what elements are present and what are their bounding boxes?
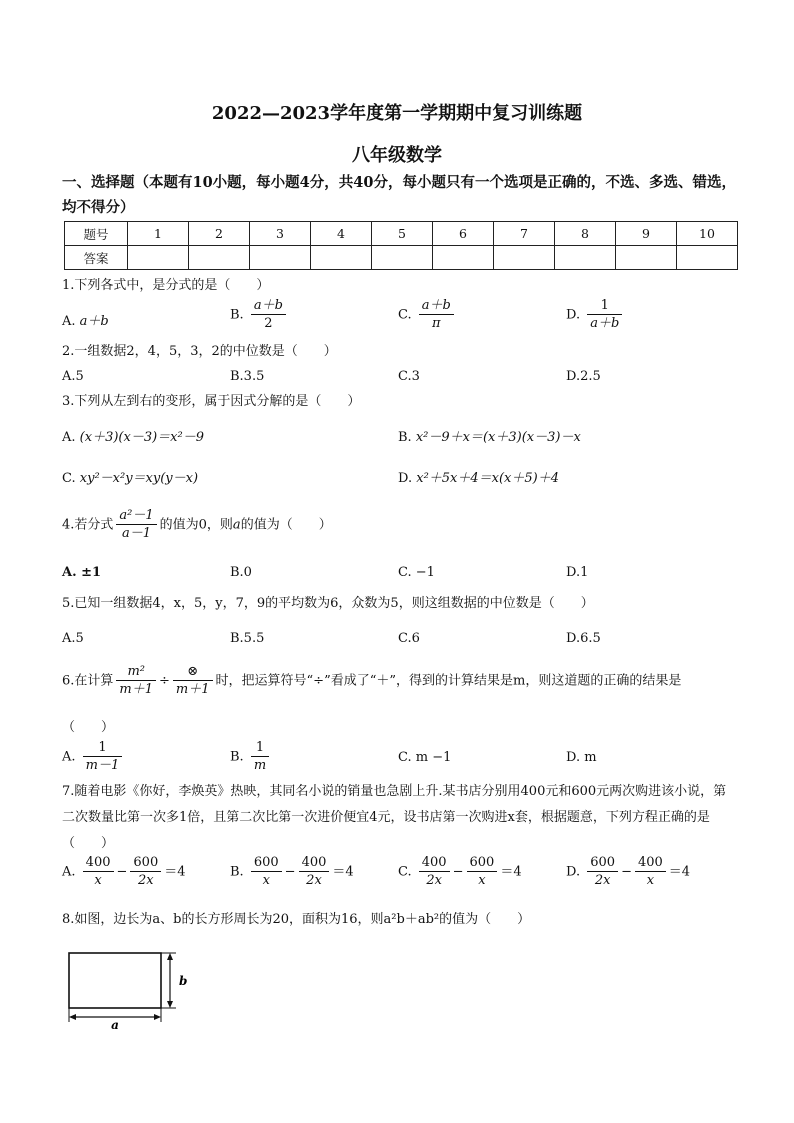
option-expr: a＋b (79, 314, 109, 329)
stem-text: 的值为（ ） (240, 517, 332, 533)
denominator: x (467, 871, 498, 889)
fraction (116, 508, 156, 542)
q6-option-a[interactable] (62, 740, 125, 774)
arrow-head (69, 1014, 76, 1020)
q4-option-c[interactable]: C. −1 (398, 565, 435, 580)
numerator: 1 (255, 740, 265, 755)
table-cell: 3 (250, 222, 311, 246)
section-heading: 一、选择题（本题有10小题，每小题4分，共40分，每小题只有一个选项是正确的，不选、多选、错选，均不得分） (62, 174, 736, 216)
equation-rhs: ＝4 (500, 864, 522, 880)
label-b: b (179, 974, 188, 988)
denominator: 2x (587, 871, 618, 889)
table-row (65, 222, 738, 246)
question-4-stem (62, 508, 332, 542)
fraction (251, 298, 286, 332)
q2-option-c[interactable]: C.3 (398, 369, 420, 384)
q7-option-c[interactable]: C. $\frac{400}{2x}$ − $\frac{600}{x}$ ＝4 (398, 855, 522, 888)
q2-option-b[interactable]: B.3.5 (230, 369, 265, 384)
q1-option-b[interactable] (230, 298, 289, 332)
option-label: A. (62, 314, 76, 329)
q1-option-a[interactable] (62, 310, 109, 329)
rectangle-figure (64, 950, 194, 1030)
numerator: ⊗ (187, 664, 199, 679)
denominator: 2x (419, 871, 450, 889)
denominator: x (251, 871, 282, 889)
arrow-head (154, 1014, 161, 1020)
answer-cell[interactable] (250, 246, 311, 270)
option-expr: x²＋5x＋4＝x(x＋5)＋4 (416, 471, 559, 486)
q5-option-c[interactable]: C.6 (398, 631, 420, 646)
option-expr: (x＋3)(x－3)＝x²－9 (79, 430, 204, 445)
answer-cell[interactable] (616, 246, 677, 270)
q6-option-b[interactable] (230, 740, 272, 774)
option-expr: xy²－x²y＝xy(y－x) (79, 471, 199, 486)
q2-option-a[interactable]: A.5 (62, 369, 84, 384)
fraction (83, 855, 114, 889)
table-cell: 4 (311, 222, 372, 246)
fraction (419, 298, 454, 332)
fraction (587, 855, 618, 889)
arrow-head (167, 1001, 173, 1008)
q6-option-d[interactable]: D. m (566, 750, 597, 765)
fraction (116, 664, 156, 698)
stem-text: 4.若分式 (62, 517, 114, 533)
fraction (83, 740, 123, 774)
table-cell: 10 (677, 222, 738, 246)
denominator: 2 (251, 314, 286, 332)
question-7-stem: 7.随着电影《你好，李焕英》热映，其同名小说的销量也急剧上升.某书店分别用400元和600元两次购进该小说，第二次数量比第一次多1倍，且第二次比第一次进价便宜4元，设书店第一次购进x套，根据题意，下列方程正确的是（ ） (62, 784, 727, 851)
operator: ÷ (159, 673, 170, 689)
answer-cell[interactable] (677, 246, 738, 270)
stem-text: 6.在计算 (62, 673, 114, 689)
exam-subtitle: 八年级数学 (352, 145, 442, 166)
table-header-label: 题号 (65, 222, 128, 246)
question-6-stem (62, 664, 681, 698)
q2-option-d[interactable]: D.2.5 (566, 369, 601, 384)
table-cell: 5 (372, 222, 433, 246)
question-6-blank: （ ） (62, 720, 115, 735)
fraction (173, 664, 213, 698)
option-label: B. (230, 307, 244, 323)
option-label: A. (62, 430, 76, 445)
numerator: 1 (600, 298, 609, 313)
denominator: 2x (130, 871, 161, 889)
option-label: A. (62, 864, 76, 880)
exam-title: 2022—2023学年度第一学期期中复习训练题 (211, 103, 583, 124)
question-1-stem: 1.下列各式中，是分式的是（ ） (62, 278, 270, 293)
option-label: D. (566, 307, 581, 323)
numerator: 600 (469, 855, 495, 870)
numerator: a＋b (421, 298, 451, 313)
question-2-stem: 2.一组数据2，4，5，3，2的中位数是（ ） (62, 344, 337, 359)
q5-option-b[interactable]: B.5.5 (230, 631, 265, 646)
q3-option-b[interactable] (398, 426, 581, 445)
denominator: 2x (299, 871, 330, 889)
q3-option-d[interactable] (398, 467, 559, 486)
option-expr: x²－9＋x＝(x＋3)(x－3)－x (415, 430, 581, 445)
equation-rhs: ＝4 (164, 864, 186, 880)
option-label: C. (398, 864, 412, 880)
stem-text: 时，把运算符号“÷”看成了“＋”，得到的计算结果是m，则这道题的正确的结果是 (215, 673, 682, 689)
table-row (65, 246, 738, 270)
answer-table (64, 221, 738, 270)
option-label: C. (62, 471, 76, 486)
option-label: B. (230, 864, 244, 880)
numerator: 1 (98, 740, 107, 755)
question-3-stem: 3.下列从左到右的变形，属于因式分解的是（ ） (62, 394, 361, 409)
q4-option-d[interactable]: D.1 (566, 565, 589, 580)
fraction (299, 855, 330, 889)
numerator: 400 (421, 855, 447, 870)
variable: a (232, 517, 241, 533)
numerator: a＋b (253, 298, 283, 313)
option-label: D. (398, 471, 413, 486)
option-label: B. (398, 430, 412, 445)
table-cell: 1 (128, 222, 189, 246)
table-cell: 6 (433, 222, 494, 246)
q1-option-c[interactable] (398, 298, 457, 332)
option-label: C. (398, 307, 412, 323)
option-label: D. (566, 864, 581, 880)
option-label: A. (62, 749, 76, 765)
table-cell: 2 (189, 222, 250, 246)
fraction (635, 855, 666, 889)
denominator: m (251, 756, 269, 774)
answer-cell[interactable] (189, 246, 250, 270)
label-a: a (111, 1018, 119, 1030)
q7-option-d[interactable]: D. $\frac{600}{2x}$ − $\frac{400}{x}$ ＝4 (566, 855, 691, 888)
denominator: a－1 (116, 524, 156, 542)
answer-cell[interactable] (555, 246, 616, 270)
stem-text: 的值为0，则 (159, 517, 233, 533)
numerator: 400 (637, 855, 663, 870)
table-answer-label: 答案 (65, 246, 128, 270)
table-cell: 9 (616, 222, 677, 246)
denominator: x (83, 871, 114, 889)
q5-option-d[interactable]: D.6.5 (566, 631, 601, 646)
answer-cell[interactable] (372, 246, 433, 270)
numerator: m² (127, 664, 145, 679)
q7-option-a[interactable]: A. $\frac{400}{x}$ − $\frac{600}{2x}$ ＝4 (62, 855, 186, 888)
answer-cell[interactable] (128, 246, 189, 270)
fraction (587, 298, 622, 332)
q6-option-c[interactable]: C. m −1 (398, 750, 452, 765)
equation-rhs: ＝4 (668, 864, 691, 880)
denominator: a＋b (587, 314, 622, 332)
rectangle-shape (69, 953, 161, 1008)
arrow-head (167, 953, 173, 960)
fraction (251, 855, 282, 889)
denominator: π (419, 314, 454, 332)
numerator: 400 (85, 855, 111, 870)
q3-option-a[interactable] (62, 426, 204, 445)
numerator: 600 (253, 855, 279, 870)
numerator: 400 (301, 855, 327, 870)
answer-cell[interactable] (494, 246, 555, 270)
numerator: 600 (133, 855, 159, 870)
q4-option-b[interactable]: B.0 (230, 565, 252, 580)
denominator: m－1 (83, 756, 123, 774)
numerator: 600 (590, 855, 616, 870)
fraction (130, 855, 161, 889)
fraction (467, 855, 498, 889)
equation-rhs: ＝4 (332, 864, 354, 880)
denominator: m＋1 (173, 680, 213, 698)
q7-option-b[interactable]: B. $\frac{600}{x}$ − $\frac{400}{2x}$ ＝4 (230, 855, 354, 888)
denominator: m＋1 (116, 680, 156, 698)
q3-option-c[interactable] (62, 467, 198, 486)
q5-option-a[interactable]: A.5 (62, 631, 84, 646)
question-5-stem: 5.已知一组数据4，x，5，y，7，9的平均数为6，众数为5，则这组数据的中位数是（ ） (62, 596, 594, 611)
answer-cell[interactable] (433, 246, 494, 270)
table-cell: 7 (494, 222, 555, 246)
fraction (251, 740, 269, 774)
q1-option-d[interactable] (566, 298, 625, 332)
table-cell: 8 (555, 222, 616, 246)
fraction (419, 855, 450, 889)
option-label: B. (230, 749, 244, 765)
numerator: a²－1 (119, 508, 154, 523)
question-8-stem: 8.如图，边长为a、b的长方形周长为20，面积为16，则a²b＋ab²的值为（ ） (62, 912, 531, 927)
denominator: x (635, 871, 666, 889)
q4-option-a[interactable]: A. ±1 (62, 565, 102, 580)
answer-cell[interactable] (311, 246, 372, 270)
